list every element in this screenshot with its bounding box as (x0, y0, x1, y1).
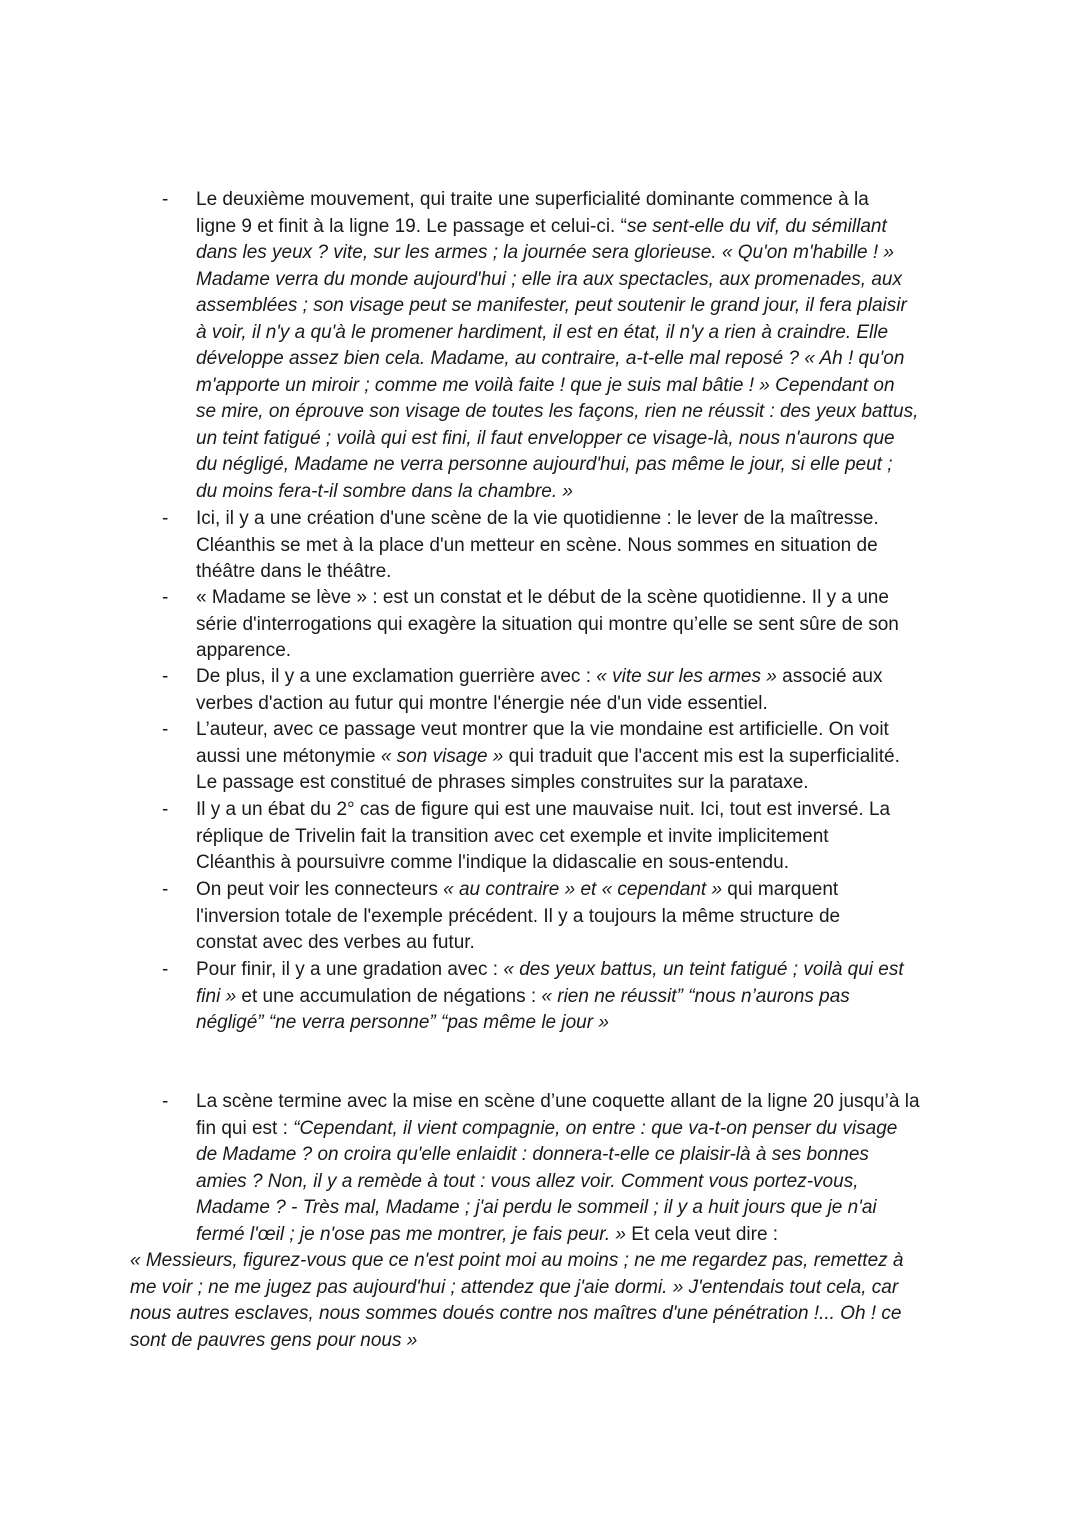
text-line (196, 373, 952, 400)
text-segment: La scène termine avec la mise en scène d’une coquette allant de la ligne 20 jusqu’à la (196, 1091, 920, 1112)
bullet-text (196, 506, 952, 586)
text-line (196, 770, 952, 797)
bullet-text (196, 187, 952, 505)
italic-quote-segment: développe assez bien cela. Madame, au contraire, a-t-elle mal reposé ? « Ah ! qu'on (196, 348, 905, 369)
bullet-text (196, 585, 952, 665)
text-line (196, 824, 952, 851)
text-segment: ligne 9 et finit à la ligne 19. Le passage et celui-ci. “ (196, 215, 627, 237)
bullet-dash: - (162, 508, 169, 529)
italic-quote-segment: Madame verra du monde aujourd'hui ; elle ira aux spectacles, aux promenades, aux (196, 268, 902, 290)
text-line (196, 346, 952, 373)
italic-quote-segment: « des yeux battus, un teint fatigué ; voilà qui est (503, 959, 904, 980)
text-segment: qui marquent (722, 879, 839, 900)
text-segment: Il y a un ébat du 2° cas de figure qui est une mauvaise nuit. Ici, tout est inversé. La (196, 799, 891, 820)
text-segment: Et cela veut dire : (626, 1223, 779, 1245)
text-segment: réplique de Trivelin fait la transition avec cet exemple et invite implicitement (196, 825, 829, 847)
text-segment: et une accumulation de négations : (236, 985, 542, 1007)
text-line (196, 957, 952, 984)
text-segment: fin qui est : (196, 1117, 294, 1139)
italic-quote-segment: Madame ? - Très mal, Madame ; j'ai perdu le sommeil ; il y a huit jours que je n'ai (196, 1197, 877, 1218)
text-line (196, 533, 952, 560)
italic-quote-segment: un teint fatigué ; voilà qui est fini, il faut envelopper ce visage-là, nous n'aurons que (196, 427, 895, 449)
text-segment: Ici, il y a une création d'une scène de la vie quotidienne : le lever de la maîtresse. (196, 508, 879, 529)
text-line: nous autres esclaves, nous sommes doués contre nos maîtres d'une pénétration !... Oh ! ce (130, 1303, 902, 1324)
italic-quote-segment: dans les yeux ? vite, sur les armes ; la journée sera glorieuse. « Qu'on m'habille ! » (196, 242, 894, 263)
text-line: sont de pauvres gens pour nous » (130, 1329, 418, 1351)
italic-quote-segment: « rien ne réussit” “nous n’aurons pas (541, 985, 850, 1007)
italic-quote-segment: « au contraire » et « cependant » (443, 879, 723, 900)
text-line (196, 426, 952, 453)
text-segment: « Madame se lève » : est un constat et le début de la scène quotidienne. Il y a une (196, 587, 889, 608)
bullet-text (196, 717, 952, 797)
italic-quote-segment: « vite sur les armes » (596, 666, 777, 687)
text-line (196, 744, 952, 771)
text-segment: l'inversion totale de l'exemple précédent. Il y a toujours la même structure de (196, 905, 841, 927)
italic-quote-segment: à voir, il n'y a qu'à le promener hardiment, il est en état, il n'y a rien à craindre. Elle (196, 321, 889, 343)
text-segment: On peut voir les connecteurs (196, 879, 444, 900)
text-segment: verbes d'action au futur qui montre l'énergie née d'un vide essentiel. (196, 692, 768, 714)
text-line (196, 267, 952, 294)
text-segment: Cléanthis se met à la place d'un metteur en scène. Nous sommes en situation de (196, 534, 878, 556)
text-line (196, 1169, 952, 1196)
text-line (196, 904, 952, 931)
text-line (196, 984, 952, 1011)
text-segment: Le passage est constitué de phrases simples construites sur la parataxe. (196, 772, 809, 793)
text-segment: qui traduit que l'accent mis est la superficialité. (503, 745, 900, 767)
bullet-dash: - (162, 666, 169, 687)
text-line (196, 506, 952, 533)
text-line (196, 1116, 952, 1143)
italic-quote-segment: du moins fera-t-il sombre dans la chambre. » (196, 480, 573, 502)
bullet-text (196, 957, 952, 1037)
italic-quote-segment: fermé l'œil ; je n'ose pas me montrer, je fais peur. » (196, 1223, 626, 1245)
bullet-dash: - (162, 1091, 169, 1112)
text-line (196, 691, 952, 718)
bullet-text (196, 664, 952, 717)
text-line (196, 930, 952, 957)
text-line (196, 320, 952, 347)
text-segment: Pour finir, il y a une gradation avec : (196, 959, 504, 980)
text-line (196, 1142, 952, 1169)
text-line (196, 638, 952, 665)
text-line (196, 214, 952, 241)
text-line (196, 240, 952, 267)
italic-quote-segment: fini » (196, 985, 237, 1007)
italic-quote-segment: “Cependant, il vient compagnie, on entre : que va-t-on penser du visage (293, 1117, 898, 1139)
text-line: me voir ; ne me jugez pas aujourd'hui ; attendez que j'aie dormi. » J'entendais tout cela, car (130, 1276, 899, 1298)
text-line (196, 479, 952, 506)
bullet-text (196, 1089, 952, 1248)
text-line (196, 1010, 952, 1037)
text-line (196, 797, 952, 824)
italic-quote-segment: se sent-elle du vif, du sémillant (626, 215, 887, 237)
text-segment: De plus, il y a une exclamation guerrière avec : (196, 666, 597, 687)
bullet-dash: - (162, 959, 169, 980)
closing-quote-paragraph (130, 1248, 960, 1354)
text-segment: constat avec des verbes au futur. (196, 932, 475, 953)
bullet-text (196, 877, 952, 957)
italic-quote-segment: assemblées ; son visage peut se manifester, peut soutenir le grand jour, il fera plaisir (196, 295, 907, 316)
text-line (196, 877, 952, 904)
italic-quote-segment: de Madame ? on croira qu'elle enlaidit : donnera-t-elle ce plaisir-là à ses bonnes (196, 1144, 869, 1165)
text-line (196, 559, 952, 586)
text-line (196, 850, 952, 877)
text-line (196, 399, 952, 426)
bullet-dash: - (162, 799, 169, 820)
italic-quote-segment: négligé” “ne verra personne” “pas même le jour » (196, 1012, 609, 1033)
italic-quote-segment: « son visage » (380, 745, 504, 767)
text-segment: Cléanthis à poursuivre comme l'indique la didascalie en sous-entendu. (196, 852, 789, 873)
text-segment: série d'interrogations qui exagère la situation qui montre qu’elle se sent sûre de son (196, 613, 899, 635)
text-line: « Messieurs, figurez-vous que ce n'est point moi au moins ; ne me regardez pas, remettez à (130, 1250, 904, 1271)
text-line (196, 1089, 952, 1116)
bullet-text (196, 797, 952, 877)
text-line (196, 452, 952, 479)
bullet-dash: - (162, 719, 169, 740)
text-segment: aussi une métonymie (196, 745, 381, 767)
text-line (196, 187, 952, 214)
text-line (196, 717, 952, 744)
text-line (196, 1195, 952, 1222)
text-segment: apparence. (196, 640, 292, 661)
bullet-dash: - (162, 189, 169, 210)
text-line (196, 293, 952, 320)
text-line (196, 612, 952, 639)
text-line (196, 1222, 952, 1249)
text-segment: Le deuxième mouvement, qui traite une superficialité dominante commence à la (196, 189, 869, 210)
text-line (196, 585, 952, 612)
italic-quote-segment: se mire, on éprouve son visage de toutes les façons, rien ne réussit : des yeux battus, (196, 401, 919, 422)
text-line (196, 664, 952, 691)
italic-quote-segment: amies ? Non, il y a remède à tout : vous allez voir. Comment vous portez-vous, (196, 1170, 859, 1192)
text-segment: théâtre dans le théâtre. (196, 561, 392, 582)
italic-quote-segment: du négligé, Madame ne verra personne aujourd'hui, pas même le jour, si elle peut ; (196, 454, 893, 475)
italic-quote-segment: m'apporte un miroir ; comme me voilà faite ! que je suis mal bâtie ! » Cependant on (196, 374, 895, 396)
bullet-dash: - (162, 879, 169, 900)
bullet-dash: - (162, 587, 169, 608)
text-segment: associé aux (776, 666, 883, 687)
text-segment: L’auteur, avec ce passage veut montrer que la vie mondaine est artificielle. On voit (196, 719, 889, 740)
